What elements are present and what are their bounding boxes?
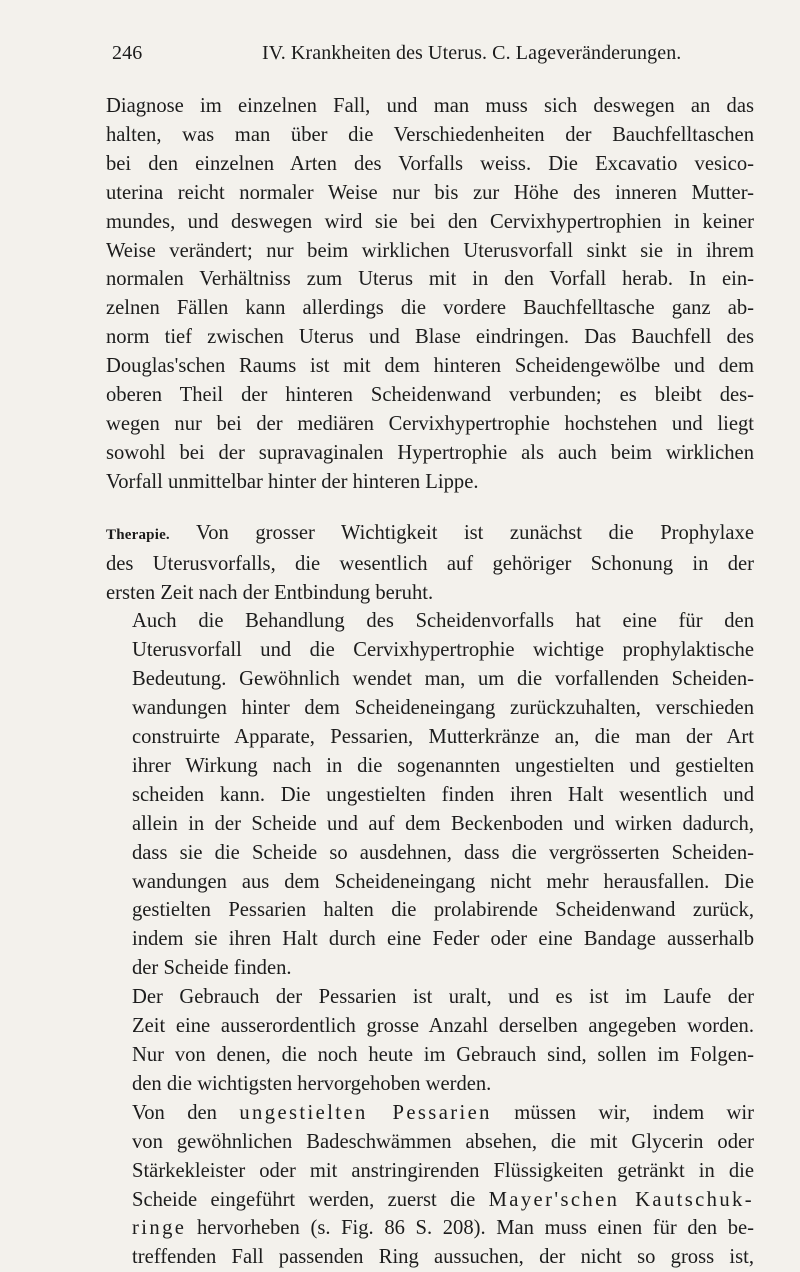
text-line (106, 1186, 754, 1215)
body-text (106, 92, 754, 1272)
text-line: Auch die Behandlung des Scheidenvorfalls hat eine für den (132, 610, 754, 633)
text-line: sowohl bei der supravaginalen Hypertrophie als auch beim wirklichen (106, 441, 754, 464)
text-fragment: Von den (132, 1101, 217, 1124)
text-line: norm tief zwischen Uterus und Blase eindringen. Das Bauchfell des (106, 326, 754, 349)
text-line: allein in der Scheide und auf dem Beckenboden und wirken dadurch, (132, 812, 754, 835)
text-fragment: Von grosser Wichtigkeit ist zunächst die Prophylaxe (196, 521, 754, 544)
text-line: wandungen aus dem Scheideneingang nicht mehr herausfallen. Die (132, 870, 754, 893)
text-line: Zeit eine ausserordentlich grosse Anzahl derselben angegeben worden. (132, 1015, 754, 1038)
text-line: wandungen hinter dem Scheideneingang zurückzuhalten, verschieden (132, 697, 754, 720)
section-gap (106, 497, 754, 519)
running-title: IV. Krankheiten des Uterus. C. Lageveränderungen. (262, 42, 682, 64)
text-line: bei den einzelnen Arten des Vorfalls weiss. Die Excavatio vesico- (106, 152, 754, 175)
text-line: Nur von denen, die noch heute im Gebrauch sind, sollen im Folgen- (132, 1044, 754, 1066)
emphasis-spaced: ringe (132, 1217, 187, 1240)
text-line: ihrer Wirkung nach in die sogenannten ungestielten und gestielten (132, 754, 754, 777)
text-line: ersten Zeit nach der Entbindung beruht. (106, 581, 434, 604)
text-line: Bedeutung. Gewöhnlich wendet man, um die vorfallenden Scheiden- (132, 668, 754, 691)
text-line: der Scheide finden. (132, 957, 292, 980)
text-line: Vorfall unmittelbar hinter der hinteren Lippe. (106, 470, 479, 493)
text-line: den die wichtigsten hervorgehoben werden. (132, 1072, 492, 1095)
emphasis-spaced: ungestielten Pessarien (239, 1101, 492, 1124)
running-header (112, 42, 745, 72)
text-line: Weise verändert; nur beim wirklichen Uterusvorfall sinkt sie in ihrem (106, 239, 754, 262)
text-line: uterina reicht normaler Weise nur bis zur Höhe des inneren Mutter- (106, 181, 754, 204)
paragraph-diagnose (106, 92, 754, 497)
text-line: von gewöhnlichen Badeschwämmen absehen, die mit Glycerin oder (132, 1130, 754, 1153)
text-line: dass sie die Scheide so ausdehnen, dass die vergrösserten Scheiden- (132, 841, 754, 864)
paragraph-therapie (106, 519, 754, 608)
paragraph-behandlung (106, 607, 754, 983)
page-number: 246 (112, 42, 143, 64)
text-line: Diagnose im einzelnen Fall, und man muss sich deswegen an das (106, 95, 754, 117)
text-line (106, 1099, 754, 1128)
text-line: indem sie ihren Halt durch eine Feder oder eine Bandage ausserhalb (132, 928, 754, 951)
text-line: construirte Apparate, Pessarien, Mutterkränze an, die man der Art (132, 726, 754, 749)
text-line: normalen Verhältniss zum Uterus mit in den Vorfall herab. In ein- (106, 268, 754, 291)
paragraph-ungestielte (106, 1099, 754, 1272)
text-fragment: Scheide eingeführt werden, zuerst die (132, 1188, 476, 1211)
text-line: mundes, und deswegen wird sie bei den Cervixhypertrophien in keiner (106, 210, 754, 233)
text-line: des Uterusvorfalls, die wesentlich auf gehöriger Schonung in der (106, 552, 754, 575)
text-line: Uterusvorfall und die Cervixhypertrophie wichtige prophylaktische (132, 639, 754, 662)
text-line: gestielten Pessarien halten die prolabirende Scheidenwand zurück, (132, 899, 754, 922)
text-line: Stärkekleister oder mit anstringirenden Flüssigkeiten getränkt in die (132, 1159, 754, 1182)
text-line: zelnen Fällen kann allerdings die vordere Bauchfelltasche ganz ab- (106, 297, 754, 320)
text-line: oberen Theil der hinteren Scheidenwand verbunden; es bleibt des- (106, 384, 754, 407)
text-line (106, 1214, 754, 1243)
emphasis-spaced: Mayer'schen Kautschuk- (488, 1188, 755, 1211)
section-sidehead: Therapie. (106, 526, 170, 543)
paragraph-gebrauch (106, 983, 754, 1099)
text-fragment: hervorheben (s. Fig. 86 S. 208). Man muss einen für den be- (196, 1217, 754, 1240)
text-line (106, 519, 754, 550)
text-fragment: müssen wir, indem wir (514, 1101, 754, 1124)
text-line: halten, was man über die Verschiedenheiten der Bauchfelltaschen (106, 123, 754, 146)
text-line: scheiden kann. Die ungestielten finden ihren Halt wesentlich und (132, 783, 754, 806)
text-line: Der Gebrauch der Pessarien ist uralt, und es ist im Laufe der (132, 986, 754, 1009)
text-line: treffenden Fall passenden Ring aussuchen, der nicht so gross ist, (132, 1246, 754, 1269)
text-line: Douglas'schen Raums ist mit dem hinteren Scheidengewölbe und dem (106, 355, 754, 378)
text-line: wegen nur bei der mediären Cervixhypertrophie hochstehen und liegt (106, 412, 754, 435)
